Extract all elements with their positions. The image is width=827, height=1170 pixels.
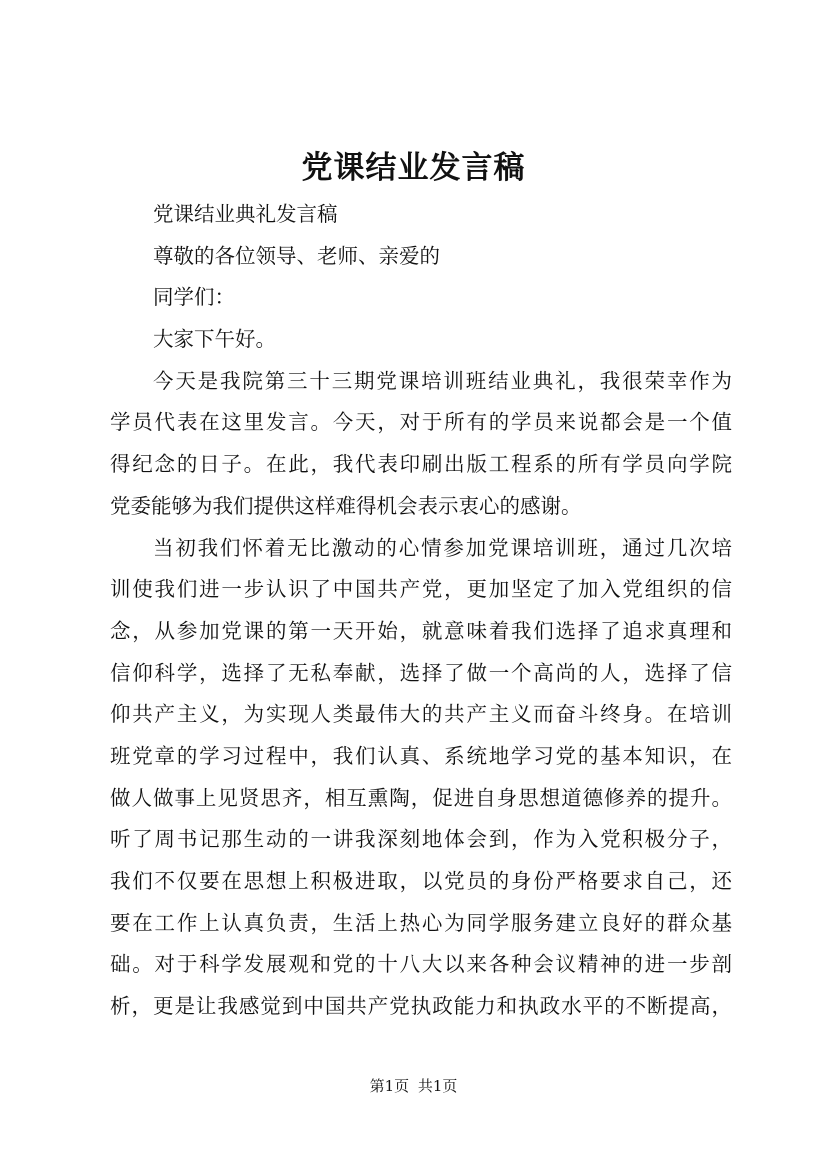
page-total: 共1页: [417, 1077, 458, 1095]
document-title: 党课结业发言稿: [301, 150, 526, 186]
text-line: 础。对于科学发展观和党的十八大以来各种会议精神的进一步剖: [110, 952, 732, 977]
text-line: 信仰科学，选择了无私奉献，选择了做一个高尚的人，选择了信: [110, 660, 732, 685]
text-line: 训使我们进一步认识了中国共产党，更加坚定了加入党组织的信: [110, 577, 732, 602]
text-line: 念，从参加党课的第一天开始，就意味着我们选择了追求真理和: [110, 618, 732, 643]
text-line: 仰共产主义，为实现人类最伟大的共产主义而奋斗终身。在培训: [110, 702, 732, 727]
text-line: 班党章的学习过程中，我们认真、系统地学习党的基本知识，在: [110, 743, 732, 768]
page-footer: [0, 1076, 827, 1096]
text-line: 析，更是让我感觉到中国共产党执政能力和执政水平的不断提高，: [110, 994, 732, 1019]
text-line: 我们不仅要在思想上积极进取，以党员的身份严格要求自己，还: [110, 869, 732, 893]
text-line: 今天是我院第三十三期党课培训班结业典礼，我很荣幸作为: [153, 368, 732, 393]
text-line: 党课结业典礼发言稿: [153, 202, 338, 226]
text-line: 党委能够为我们提供这样难得机会表示衷心的感谢。: [110, 493, 582, 518]
page-number: 第1页: [369, 1077, 410, 1095]
text-line: 当初我们怀着无比激动的心情参加党课培训班，通过几次培: [153, 535, 732, 560]
text-line: 得纪念的日子。在此，我代表印刷出版工程系的所有学员向学院: [110, 452, 732, 477]
text-line: 尊敬的各位领导、老师、亲爱的: [153, 243, 440, 268]
text-line: 同学们：: [153, 285, 235, 310]
document-body: [110, 194, 732, 1028]
text-line: 要在工作上认真负责，生活上热心为同学服务建立良好的群众基: [110, 910, 732, 935]
text-line: 做人做事上见贤思齐，相互熏陶，促进自身思想道德修养的提升。: [110, 785, 732, 810]
text-line: 学员代表在这里发言。今天，对于所有的学员来说都会是一个值: [110, 410, 732, 435]
text-line: 大家下午好。: [153, 327, 276, 352]
text-line: 听了周书记那生动的一讲我深刻地体会到，作为入党积极分子，: [110, 827, 732, 852]
